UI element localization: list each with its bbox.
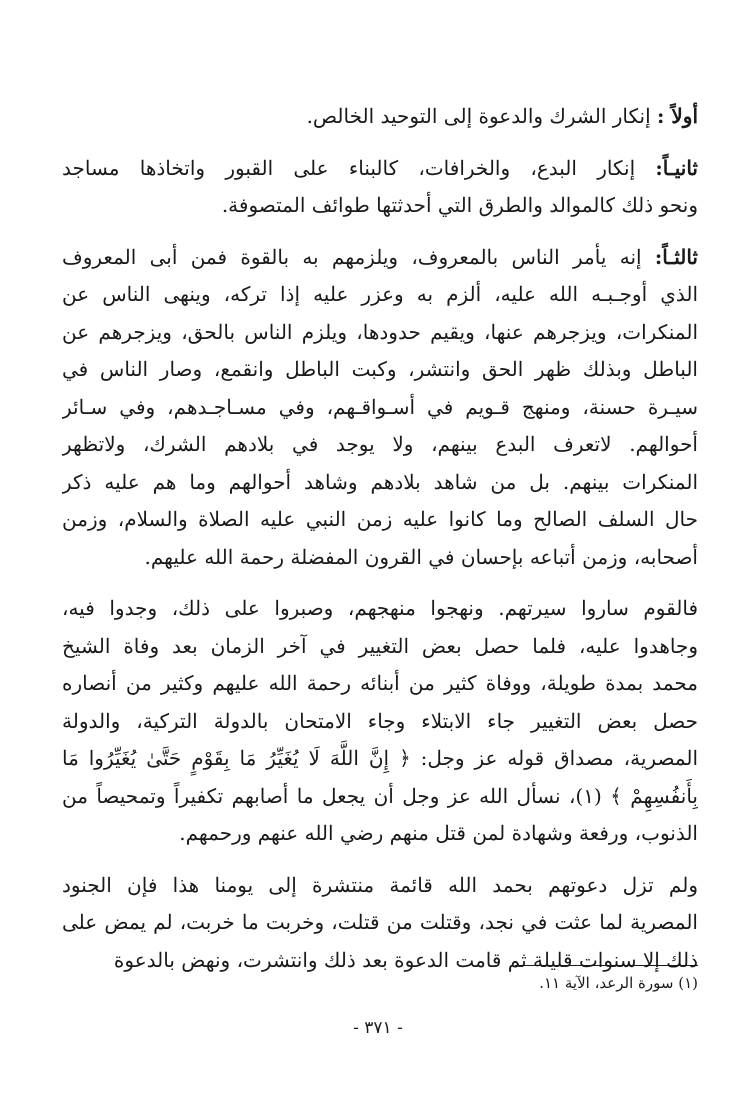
paragraph — [62, 150, 698, 225]
text-line: ذلك إلا سنوات قليلة ثم قامت الدعوة بعد ذلك وانتشرت، ونهض بالدعوة — [113, 947, 698, 972]
text-line: سيـرة حسنة، ومنهج قـويم في أسـواقـهم، وفي مسـاجـدهم، وفي سـائر — [62, 394, 698, 419]
footnote: (١) سورة الرعد، الآية ١١. — [539, 974, 698, 992]
footnote-divider — [515, 965, 698, 966]
paragraph — [62, 98, 698, 136]
page-number: - ٣٧١ - — [353, 1018, 403, 1038]
text-line: الذنوب، ورفعة وشهادة لمن قتل منهم رضي الله عنهم ورحمهم. — [179, 821, 698, 845]
text-line: أولاً : إنكار الشرك والدعوة إلى التوحيد الخالص. — [306, 104, 698, 128]
text-line: ثانيـاً: إنكار البدع، والخرافات، كالبناء على القبور واتخاذها مساجد — [62, 155, 698, 180]
body-text — [62, 98, 698, 993]
text-line: وجاهدوا عليه، فلما حصل بعض التغيير في آخر الزمان بعد وفاة الشيخ — [62, 633, 698, 658]
text-line: فالقوم ساروا سيرتهم. ونهجوا منهجهم، وصبروا على ذلك، وجدوا فيه، — [62, 596, 698, 620]
text-line: أصحابه، وزمن أتباعه بإحسان في القرون المفضلة رحمة الله عليهم. — [144, 544, 698, 569]
text-line: ولم تزل دعوتهم بحمد الله قائمة منتشرة إلى يومنا هذا فإن الجنود — [62, 872, 698, 897]
text-line: حصل بعض التغيير جاء الابتلاء وجاء الامتحان بالدولة التركية، والدولة — [62, 708, 698, 733]
text-line: حال السلف الصالح وما كانوا عليه زمن النبي عليه الصلاة والسلام، وزمن — [62, 507, 698, 531]
text-line: المنكرات بينهم. بل من شاهد بلادهم وشاهد أحوالهم وما هم عليه ذكر — [62, 469, 698, 494]
text-line: محمد بمدة طويلة، ووفاة كثير من أبنائه رحمة الله عليهم وكثير من أنصاره — [62, 671, 698, 695]
text-line: ونحو ذلك كالموالد والطرق التي أحدثتها طوائف المتصوفة. — [221, 193, 698, 217]
paragraph — [62, 590, 698, 853]
text-line: أحوالهم. لاتعرف البدع بينهم، ولا يوجد في بلادهم الشرك، ولاتظهر — [62, 432, 698, 456]
text-line: المصرية، مصداق قوله عز وجل: ﴿ إِنَّ اللَّهَ لَا يُغَيِّرُ مَا بِقَوْمٍ حَتَّىٰ يُغَيِّرُوا مَا — [62, 746, 698, 770]
text-line: المنكرات، ويزجرهم عنها، ويقيم حدودها، ويلزم الناس بالحق، ويزجرهم عن — [62, 319, 698, 344]
text-line: ثالثـاً: إنه يأمر الناس بالمعروف، ويلزمهم به بالقوة فمن أبى المعروف — [62, 244, 698, 269]
paragraph — [62, 239, 698, 577]
text-line: الباطل وبذلك ظهر الحق وانتشر، وكبت الباطل وانقمع، وصار الناس في — [62, 357, 698, 381]
paragraph — [62, 867, 698, 980]
text-line: المصرية لما عثت في نجد، وقتلت من قتلت، وخربت ما خربت، لم يمض على — [62, 910, 698, 934]
text-line: الذي أوجـبـه الله عليه، ألزم به وعزر عليه إذا تركه، وينهى الناس عن — [62, 282, 698, 306]
text-line: بِأَنفُسِهِمْ ﴾ (١)، نسأل الله عز وجل أن يجعل ما أصابهم تكفيراً وتمحيصاً من — [62, 783, 698, 808]
